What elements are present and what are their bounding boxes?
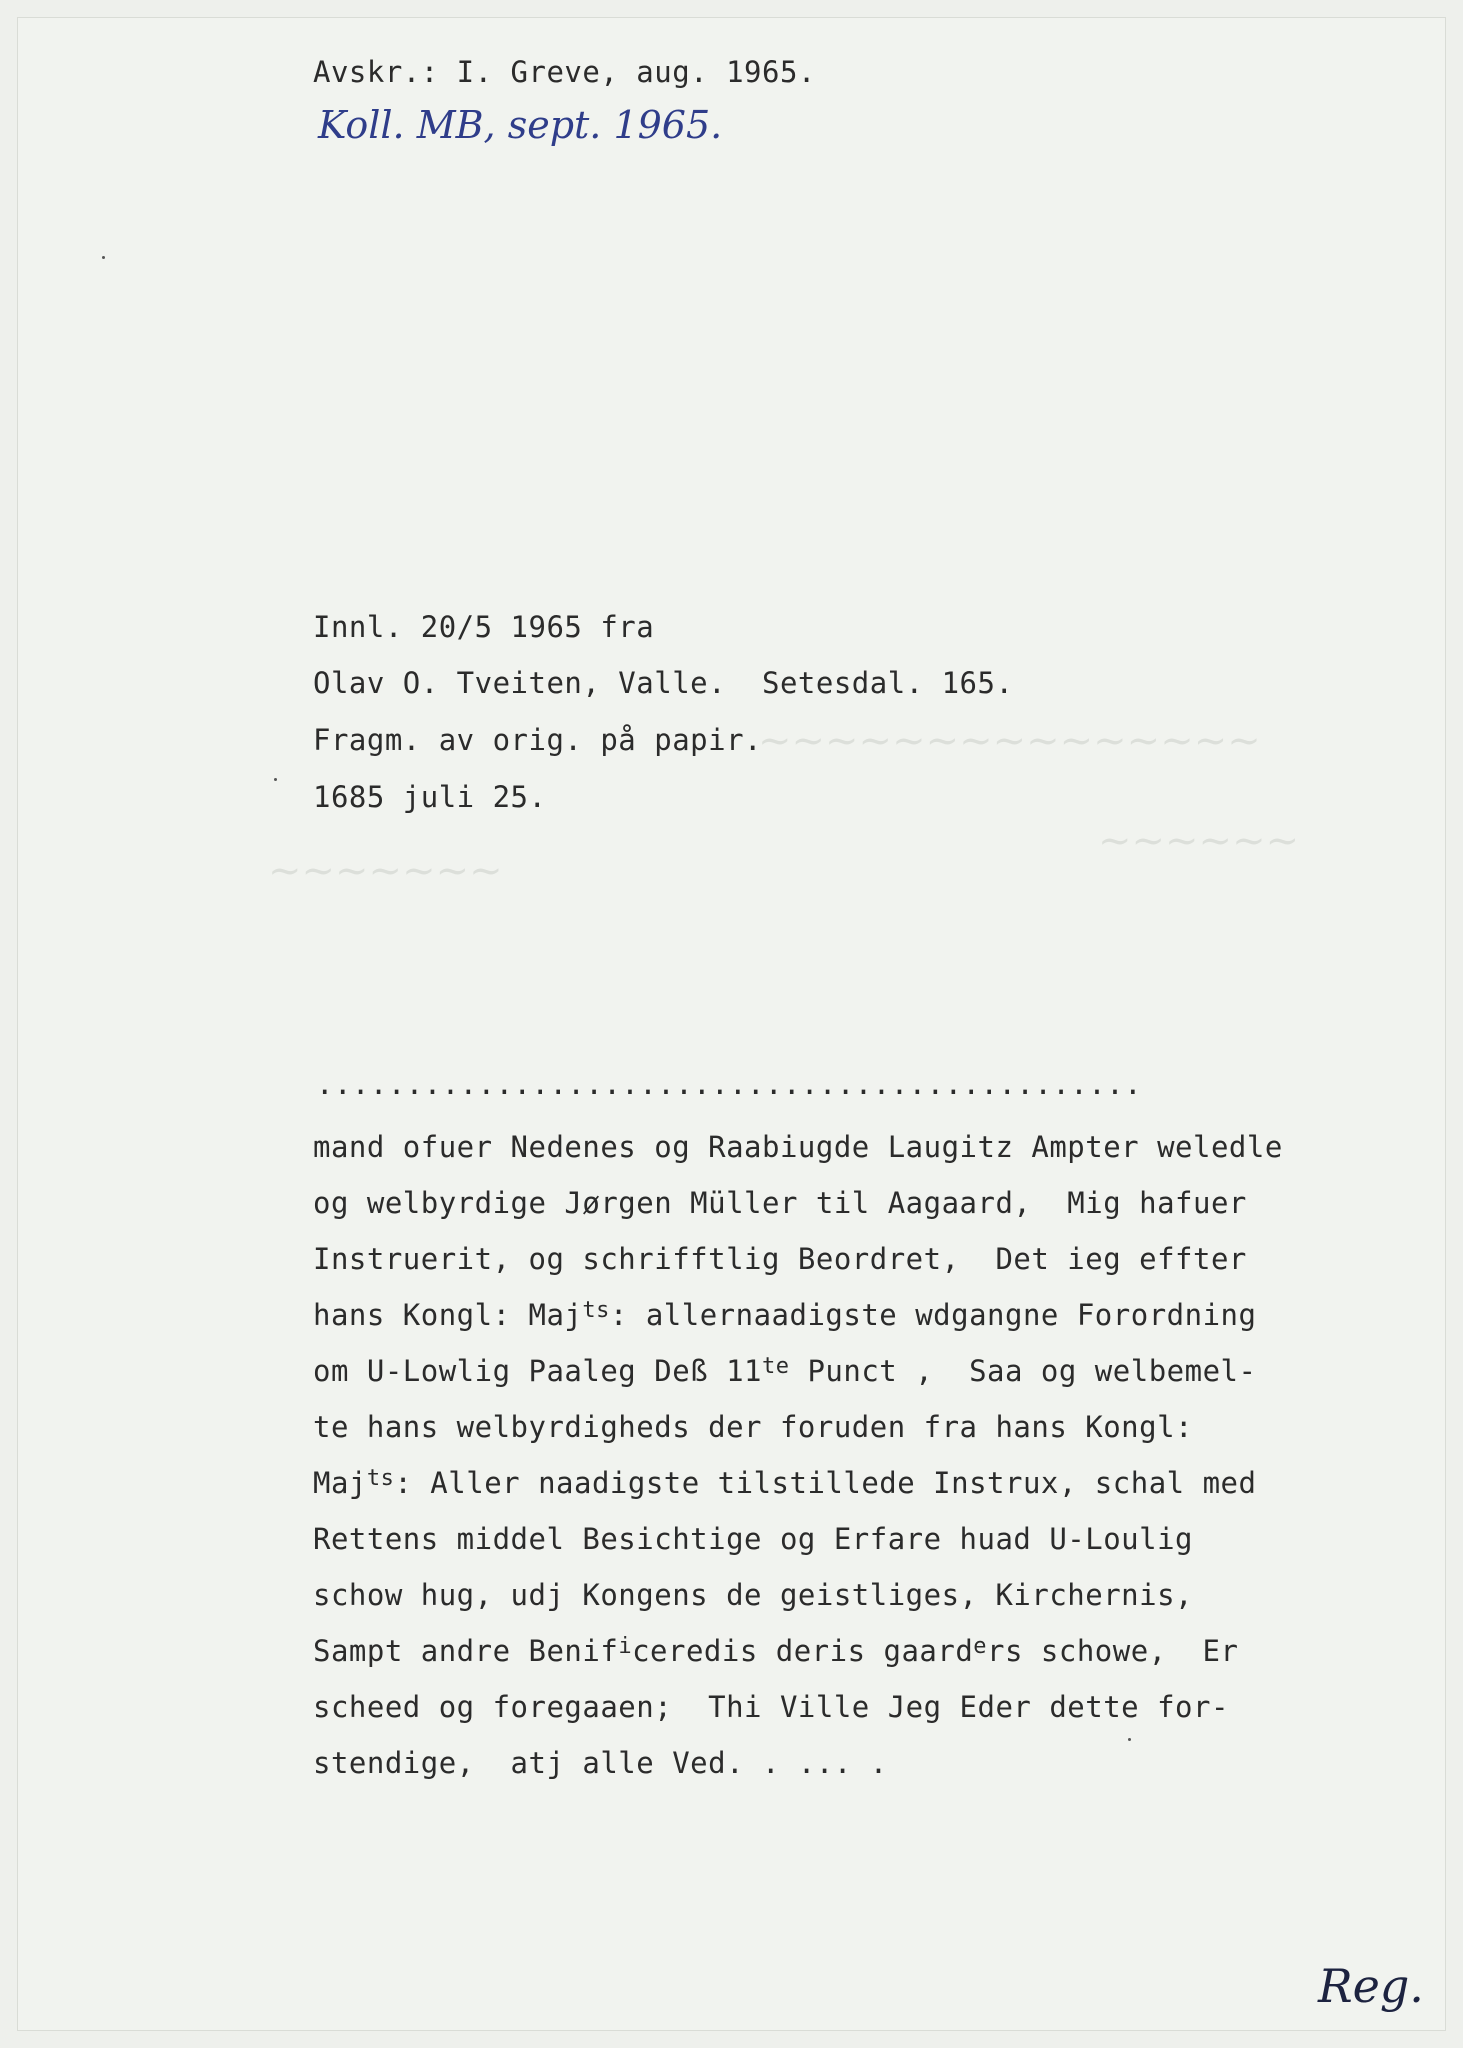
bleed-through-marks: ~~~~~~ [1098, 818, 1300, 864]
line-7-part-a: Maj [313, 1466, 367, 1500]
transcription-line-9: schow hug, udj Kongens de geistliges, Kirchernis, [313, 1578, 1194, 1612]
line-10-superscript-2: e [973, 1634, 988, 1659]
stray-mark [102, 256, 105, 259]
bleed-through-marks-3: ~~~~~~~ [268, 848, 503, 894]
received-line: Innl. 20/5 1965 fra [313, 610, 655, 644]
donor-line: Olav O. Tveiten, Valle. Setesdal. 165. [313, 666, 1014, 700]
stray-mark-3 [1128, 1738, 1131, 1741]
stray-mark-2 [274, 778, 277, 781]
transcription-line-10 [313, 1634, 1239, 1668]
transcription-line-11: scheed og foregaaen; Thi Ville Jeg Eder dette for- [313, 1690, 1229, 1724]
transcription-line-4 [313, 1298, 1257, 1332]
line-7-part-b: : Aller naadigste tilstillede Instrux, schal med [394, 1466, 1257, 1500]
line-5-part-a: om U-Lowlig Paaleg Deß 11 [313, 1354, 762, 1388]
line-5-part-b: Punct , Saa og welbemel- [789, 1354, 1257, 1388]
date-line: 1685 juli 25. [313, 780, 547, 814]
registered-initials: Reg. [1318, 1959, 1424, 2013]
line-10-part-b: ceredis deris gaard [632, 1634, 974, 1668]
transcription-line-1: mand ofuer Nedenes og Raabiugde Laugitz Ampter weledle [313, 1130, 1283, 1164]
line-4-superscript: ts [582, 1298, 610, 1323]
dotted-separator: .............................................. [316, 1067, 1143, 1101]
transcription-line-7 [313, 1466, 1257, 1500]
line-4-part-b: : allernaadigste wdgangne Forordning [609, 1298, 1257, 1332]
transcription-line-12: stendige, atj alle Ved. . ... . [313, 1746, 888, 1780]
line-10-superscript-1: i [618, 1634, 633, 1659]
line-10-part-c: rs schowe, Er [987, 1634, 1239, 1668]
line-10-part-a: Sampt andre Benif [313, 1634, 619, 1668]
line-4-part-a: hans Kongl: Maj [313, 1298, 583, 1332]
transcription-line-2: og welbyrdige Jørgen Müller til Aagaard, Mig hafuer [313, 1186, 1247, 1220]
line-5-superscript: te [762, 1354, 790, 1379]
collation-note: Koll. MB, sept. 1965. [318, 103, 723, 147]
transcription-line-6: te hans welbyrdigheds der foruden fra hans Kongl: [313, 1410, 1194, 1444]
line-7-superscript: ts [366, 1466, 395, 1491]
transcription-note: Avskr.: I. Greve, aug. 1965. [313, 55, 816, 89]
bleed-through-marks-2: ~~~~~~~~~~~~~~~ [758, 718, 1261, 764]
transcription-line-5 [313, 1354, 1257, 1388]
transcription-line-3: Instruerit, og schrifftlig Beordret, Det ieg effter [313, 1242, 1247, 1276]
description-line: Fragm. av orig. på papir. [313, 723, 762, 757]
transcription-line-8: Rettens middel Besichtige og Erfare huad U-Loulig [313, 1522, 1194, 1556]
document-page [18, 18, 1445, 2030]
